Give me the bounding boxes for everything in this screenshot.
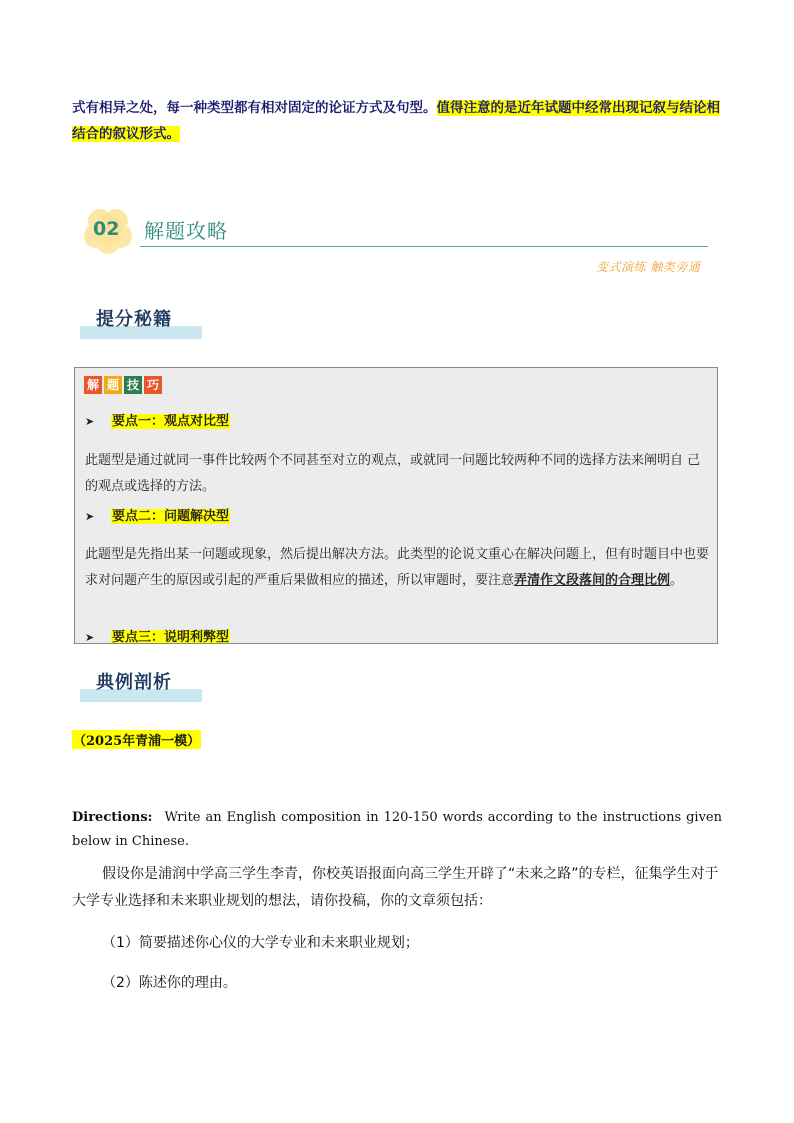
section-title: 解题攻略 [144,219,228,243]
arrow-bullet-icon: ➤ [85,510,95,523]
point-two [85,505,230,524]
prompt-paragraph: 假设你是浦润中学高三学生李青，你校英语报面向高三学生开辟了“未来之路”的专栏，征集学生对于大学专业选择和未来职业规划的想法，请你投稿，你的文章须包括： [72,866,719,909]
point-one [85,410,230,429]
exam-source: （2025年青浦一模） [72,730,201,749]
point-two-emphasis: 弄清作文段落间的合理比例 [514,573,671,588]
point-two-text-c: 。 [670,573,684,588]
banner-examples [80,668,202,702]
point-three-label: 要点三：说明利弊型 [112,630,230,644]
directions-label: Directions: [72,810,153,825]
banner-tips [80,305,202,339]
tips-box [74,367,718,644]
directions-text: Write an English composition in 120-150 words according to the instructions given below in Chinese. [72,810,722,849]
section-divider [140,246,708,247]
intro-highlight: 值得注意的是近年试题中经常出现记叙与结论相结合的叙议形式。 [72,100,720,142]
point-two-text-a: 此题型是先指出某一问题或现象，然后提出解决方法。此类型的论说文重心在解决问题上，但有时题目中也要求对问题产生的原因或引起的严重后果做相应的描述，所以审题时，要注意 [85,547,710,588]
chip: 题 [104,376,122,394]
directions [72,806,722,854]
arrow-bullet-icon: ➤ [85,631,95,644]
requirement-1: （1）简要描述你心仪的大学专业和未来职业规划； [102,935,419,951]
tips-chips [84,376,162,394]
intro-text: 式有相异之处，每一种类型都有相对固定的论证方式及句型。 [72,100,437,116]
chip: 巧 [144,376,162,394]
banner-tips-label: 提分秘籍 [96,309,172,330]
section-tagline: 变式演练 触类旁通 [596,260,701,274]
point-two-text [85,542,711,594]
point-one-label: 要点一：观点对比型 [112,414,230,429]
point-one-text: 此题型是通过就同一事件比较两个不同甚至对立的观点，或就同一问题比较两种不同的选择方法来阐明自 己的观点或选择的方法。 [85,453,701,494]
point-three [85,626,230,644]
intro-paragraph [72,95,724,147]
arrow-bullet-icon: ➤ [85,415,95,428]
point-two-label: 要点二：问题解决型 [112,509,230,524]
section-number: 02 [93,218,120,240]
chip: 技 [124,376,142,394]
banner-examples-label: 典例剖析 [96,672,172,693]
requirement-2: （2）陈述你的理由。 [102,975,237,991]
chip: 解 [84,376,102,394]
